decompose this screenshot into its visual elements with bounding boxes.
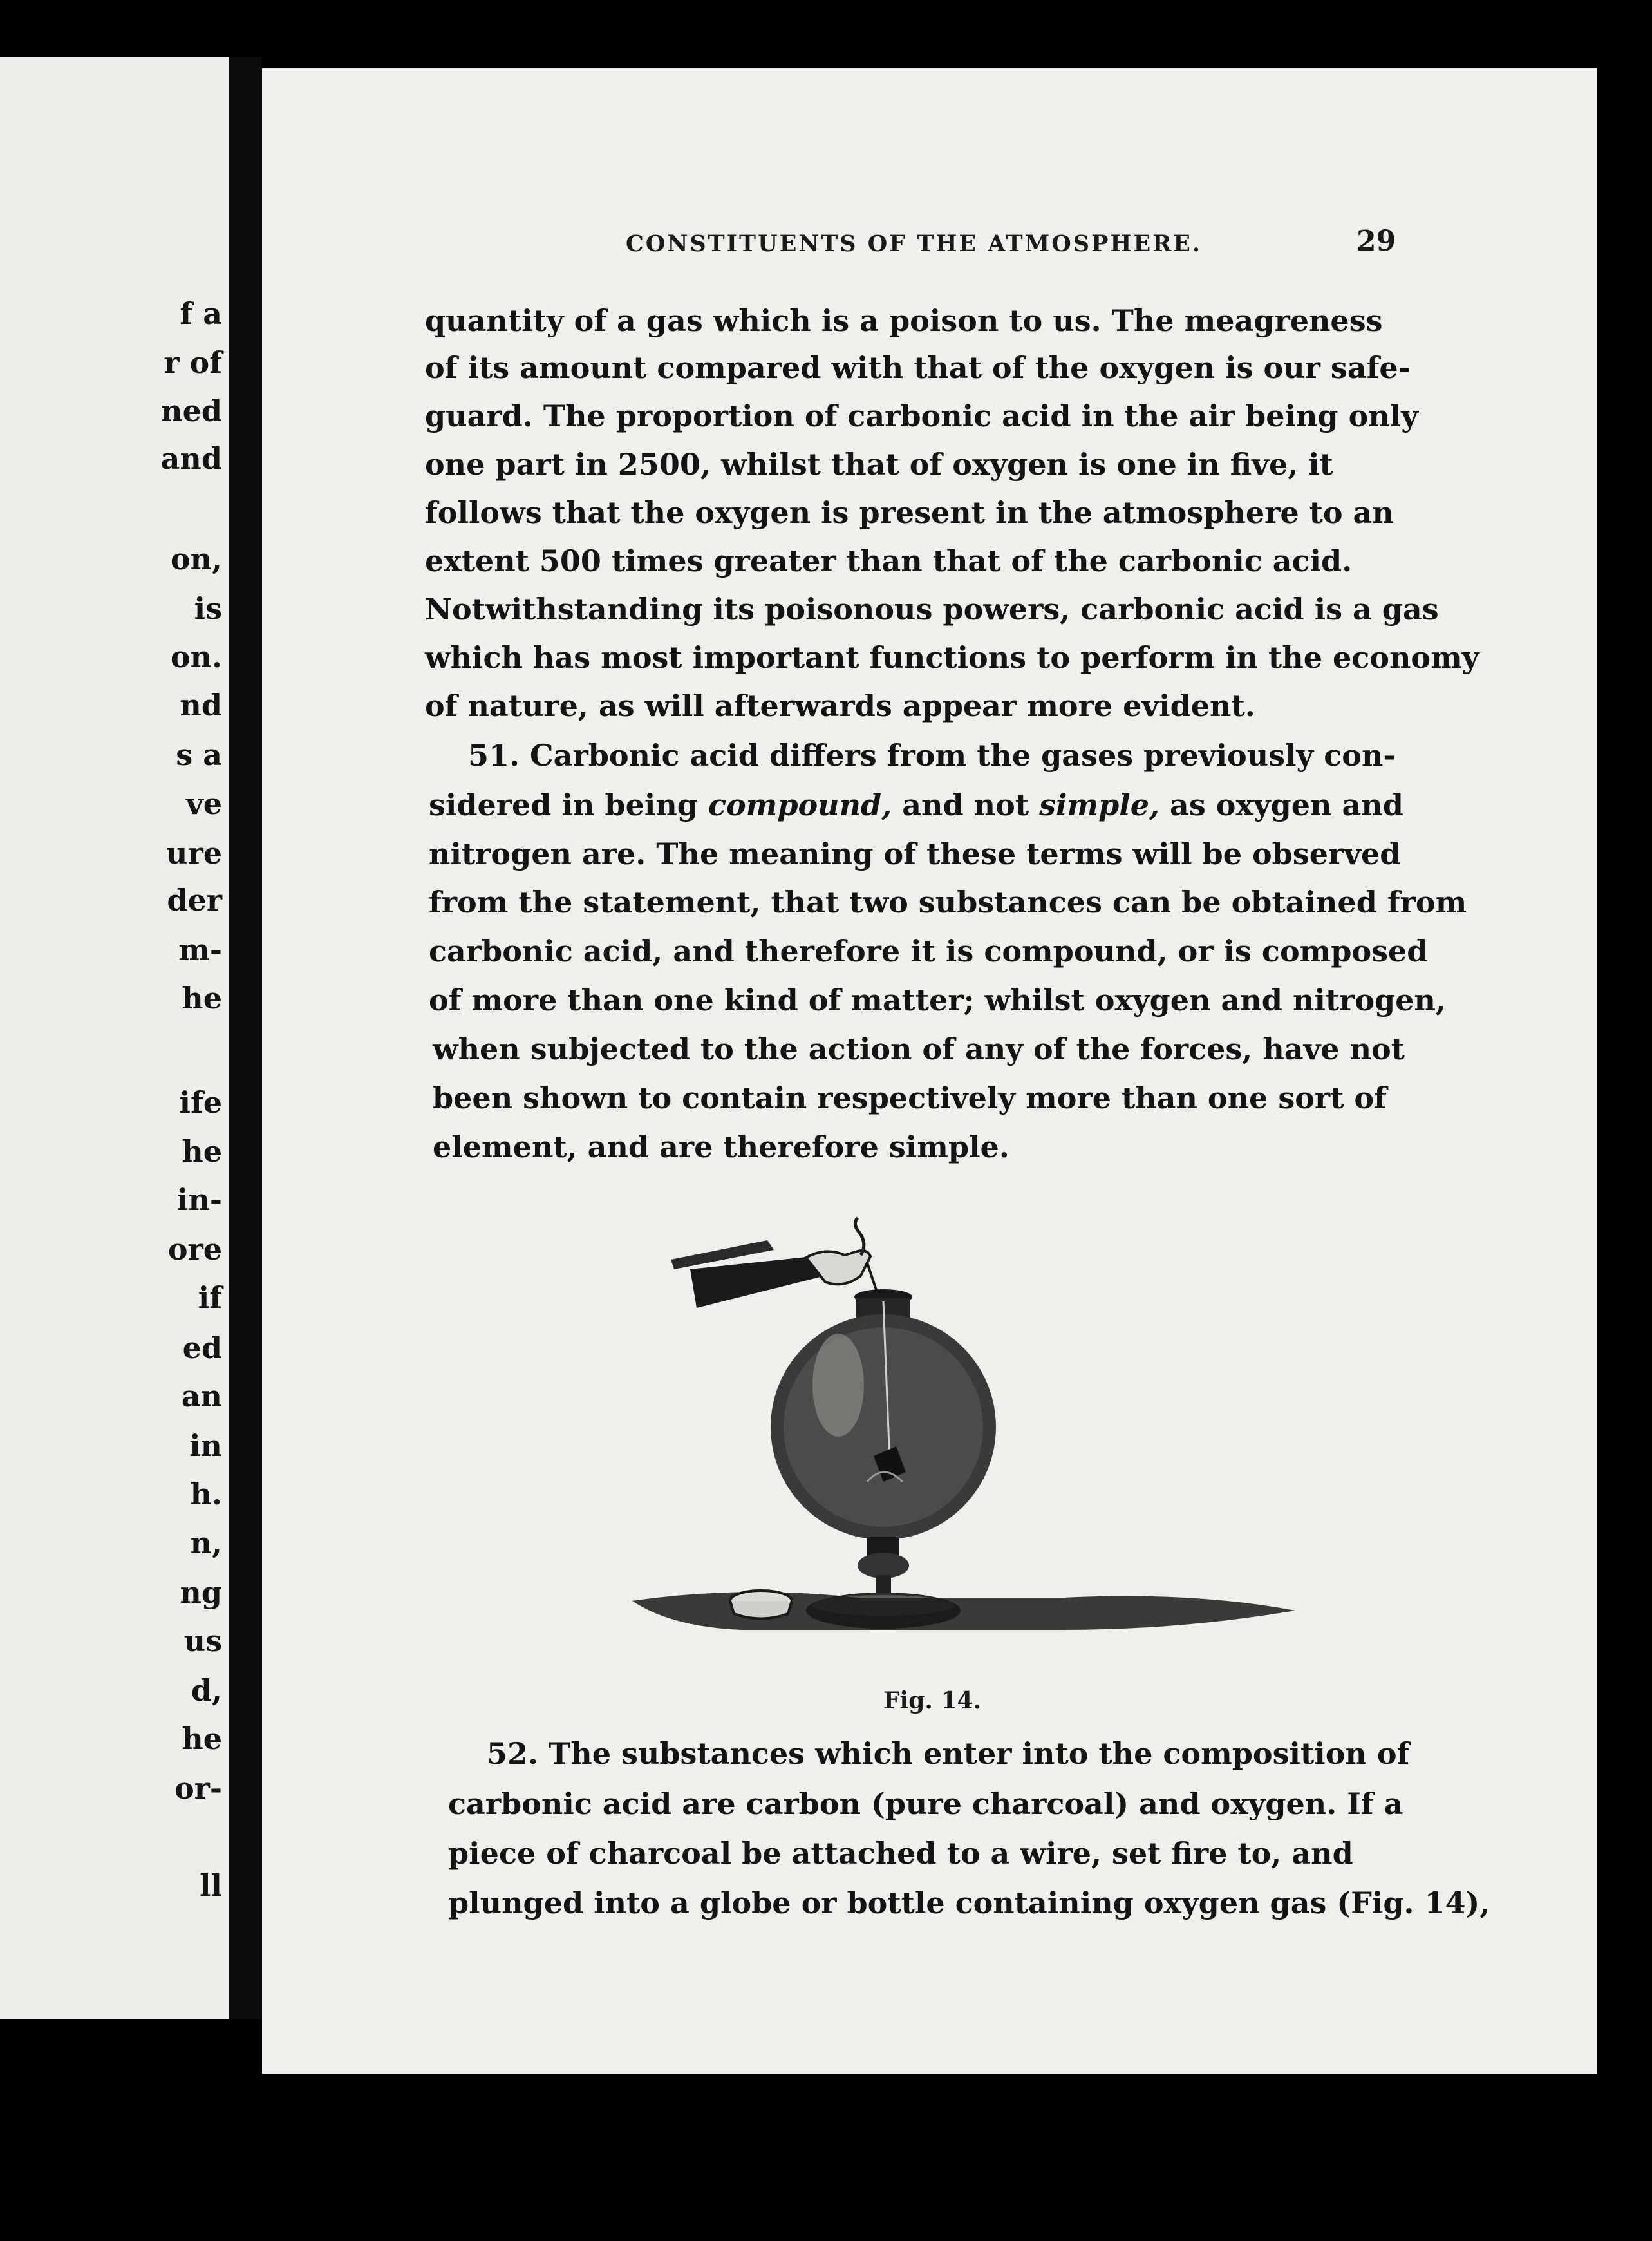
text-line: nitrogen are. The meaning of these terms will be observed xyxy=(429,837,1401,871)
text-line: extent 500 times greater than that of the carbonic acid. xyxy=(425,544,1353,578)
left-text-fragment: he xyxy=(182,1721,222,1756)
left-text-fragment: f a xyxy=(180,296,222,331)
left-text-fragment: der xyxy=(167,883,222,918)
left-text-fragment: ure xyxy=(166,836,222,871)
text-line: of nature, as will afterwards appear more evident. xyxy=(425,688,1255,723)
left-text-fragment: ned xyxy=(161,393,222,428)
left-text-fragment: on, xyxy=(170,542,222,576)
text-line: of more than one kind of matter; whilst oxygen and nitrogen, xyxy=(429,983,1446,1017)
left-text-fragment: r of xyxy=(164,345,222,380)
left-text-fragment: h. xyxy=(190,1477,222,1511)
left-text-fragment: nd xyxy=(180,688,222,723)
text-line: follows that the oxygen is present in the atmosphere to an xyxy=(425,495,1394,530)
text-line: carbonic acid are carbon (pure charcoal) and oxygen. If a xyxy=(448,1786,1403,1821)
left-text-fragment: on. xyxy=(170,639,222,674)
text-line: one part in 2500, whilst that of oxygen is one in five, it xyxy=(425,447,1333,482)
page-number: 29 xyxy=(1356,225,1396,258)
text-line: 51. Carbonic acid differs from the gases previously con- xyxy=(468,738,1396,773)
left-text-fragment: he xyxy=(182,981,222,1016)
hand-illustration xyxy=(671,1218,877,1308)
text-line: when subjected to the action of any of the forces, have not xyxy=(433,1032,1405,1066)
left-text-fragment: s a xyxy=(176,737,222,772)
text-line: 52. The substances which enter into the composition of xyxy=(487,1736,1410,1771)
left-text-fragment: us xyxy=(183,1623,222,1658)
shadow-and-dish-illustration xyxy=(632,1591,1295,1630)
text-line: from the statement, that two substances can be obtained from xyxy=(429,885,1467,920)
text-line: been shown to contain respectively more than one sort of xyxy=(433,1081,1387,1115)
left-text-fragment: ll xyxy=(200,1868,222,1903)
left-text-fragment: or- xyxy=(174,1771,222,1806)
left-text-fragment: is xyxy=(194,591,222,626)
text-line: element, and are therefore simple. xyxy=(433,1130,1009,1164)
book-gutter xyxy=(229,57,262,2019)
left-text-fragment: ife xyxy=(179,1085,222,1120)
text-line: which has most important functions to perform in the economy xyxy=(425,640,1479,675)
left-text-fragment: he xyxy=(182,1134,222,1169)
left-text-fragment: ve xyxy=(186,786,222,821)
text-line: Notwithstanding its poisonous powers, carbonic acid is a gas xyxy=(425,592,1439,627)
left-text-fragment: and xyxy=(160,441,222,476)
left-text-fragment: in xyxy=(189,1428,222,1463)
book-page xyxy=(262,68,1597,2074)
figure-caption: Fig. 14. xyxy=(883,1687,982,1714)
figure-14-illustration xyxy=(613,1179,1321,1733)
left-text-fragment: n, xyxy=(190,1526,222,1560)
text-line: piece of charcoal be attached to a wire, set fire to, and xyxy=(448,1836,1353,1871)
left-text-fragment: in- xyxy=(176,1182,222,1217)
left-text-fragment: ore xyxy=(167,1232,222,1267)
emphasis-compound: compound, xyxy=(708,788,892,822)
left-text-fragment: if xyxy=(198,1280,222,1315)
left-page-fragment xyxy=(0,57,229,2019)
running-header: CONSTITUENTS OF THE ATMOSPHERE. xyxy=(626,231,1203,257)
text-line: carbonic acid, and therefore it is compound, or is composed xyxy=(429,934,1428,969)
left-text-fragment: an xyxy=(181,1379,222,1414)
left-text-fragment: m- xyxy=(178,932,222,967)
left-text-fragment: d, xyxy=(191,1673,222,1708)
left-text-fragment: ed xyxy=(182,1330,222,1365)
text-line: plunged into a globe or bottle containing oxygen gas (Fig. 14), xyxy=(448,1886,1490,1920)
text-line: sidered in being compound, and not simple, as oxygen and xyxy=(429,788,1403,822)
text-line: of its amount compared with that of the oxygen is our safe- xyxy=(425,350,1411,385)
text-line: quantity of a gas which is a poison to us. The meagreness xyxy=(425,303,1383,338)
glass-globe-illustration xyxy=(771,1289,996,1629)
left-text-fragment: ng xyxy=(180,1575,222,1610)
emphasis-simple: simple, xyxy=(1039,788,1160,822)
text-line: guard. The proportion of carbonic acid in the air being only xyxy=(425,399,1418,433)
